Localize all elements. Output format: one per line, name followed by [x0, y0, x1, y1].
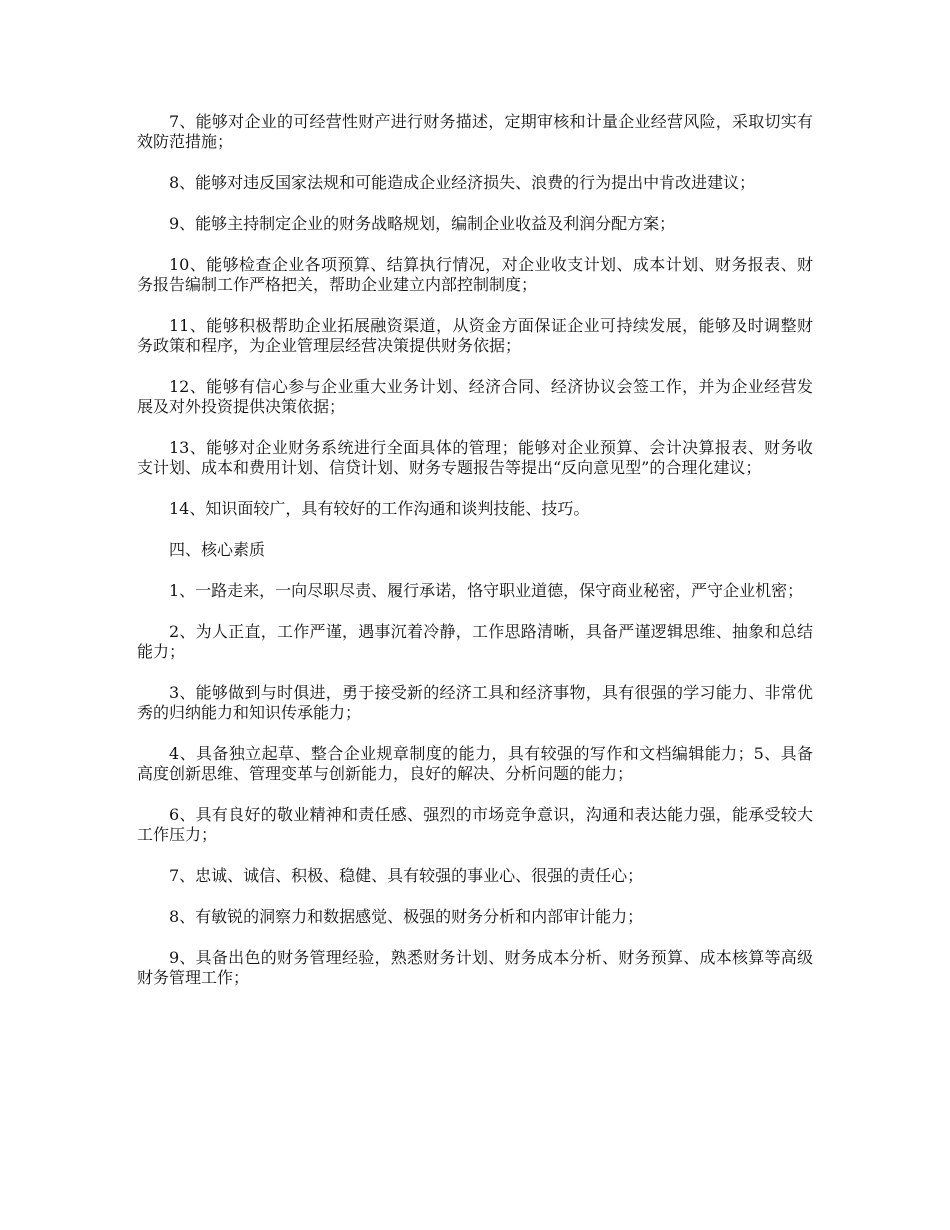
paragraph-12-contract-signing: 12、能够有信心参与企业重大业务计划、经济合同、经济协议会签工作，并为企业经营发展及对外投资提供决策依据；	[137, 377, 813, 416]
core-quality-3-learning: 3、能够做到与时俱进，勇于接受新的经济工具和经济事物，具有很强的学习能力、非常优秀的归纳能力和知识传承能力；	[137, 683, 813, 722]
paragraph-13-system-management: 13、能够对企业财务系统进行全面具体的管理；能够对企业预算、会计决算报表、财务收支计划、成本和费用计划、信贷计划、财务专题报告等提出“反向意见型”的合理化建议；	[137, 438, 813, 477]
core-quality-9-experience: 9、具备出色的财务管理经验，熟悉财务计划、财务成本分析、财务预算、成本核算等高级财务管理工作；	[137, 948, 813, 987]
core-quality-4-5-writing-innovation: 4、具备独立起草、整合企业规章制度的能力，具有较强的写作和文档编辑能力；5、具备高度创新思维、管理变革与创新能力，良好的解决、分析问题的能力；	[137, 744, 813, 783]
paragraph-7-asset-risk: 7、能够对企业的可经营性财产进行财务描述，定期审核和计量企业经营风险，采取切实有效防范措施；	[137, 112, 813, 151]
paragraph-11-financing: 11、能够积极帮助企业拓展融资渠道，从资金方面保证企业可持续发展，能够及时调整财务政策和程序，为企业管理层经营决策提供财务依据；	[137, 316, 813, 355]
core-quality-1-integrity: 1、一路走来，一向尽职尽责、履行承诺，恪守职业道德，保守商业秘密，严守企业机密；	[169, 581, 804, 600]
paragraph-14-communication: 14、知识面较广，具有较好的工作沟通和谈判技能、技巧。	[169, 499, 590, 518]
document-body	[137, 112, 813, 1009]
paragraph-9-strategy-planning: 9、能够主持制定企业的财务战略规划，编制企业收益及利润分配方案；	[169, 214, 676, 233]
paragraph-8-improvement-advice: 8、能够对违反国家法规和可能造成企业经济损失、浪费的行为提出中肯改进建议；	[169, 173, 756, 192]
section-heading-core-qualities: 四、核心素质	[169, 540, 266, 559]
core-quality-2-rigor: 2、为人正直，工作严谨，遇事沉着冷静，工作思路清晰，具备严谨逻辑思维、抽象和总结能力；	[137, 622, 813, 661]
paragraph-10-budget-review: 10、能够检查企业各项预算、结算执行情况，对企业收支计划、成本计划、财务报表、财务报告编制工作严格把关，帮助企业建立内部控制制度；	[137, 255, 813, 294]
core-quality-6-dedication: 6、具有良好的敬业精神和责任感、强烈的市场竞争意识，沟通和表达能力强，能承受较大工作压力；	[137, 805, 813, 844]
core-quality-7-loyalty: 7、忠诚、诚信、积极、稳健、具有较强的事业心、很强的责任心；	[169, 866, 644, 885]
core-quality-8-insight: 8、有敏锐的洞察力和数据感觉、极强的财务分析和内部审计能力；	[169, 907, 644, 926]
